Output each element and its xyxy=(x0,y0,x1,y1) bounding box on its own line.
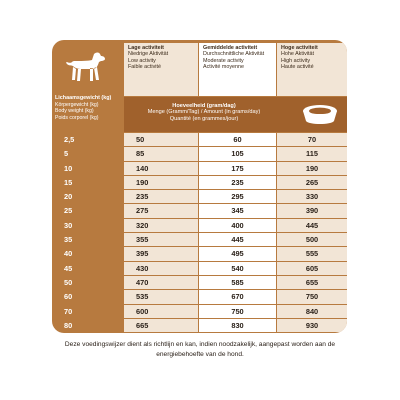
high-activity-fr: Haute activité xyxy=(281,63,314,70)
weight-cell: 50 xyxy=(64,277,73,287)
footnote-line-1: Deze voedingswijzer dient als richtlijn en kan, indien noodzakelijk, aangepast worden aan de xyxy=(64,341,336,348)
quantity-header-fr: Quantité (en grammes/jour) xyxy=(169,115,239,122)
high-activity-cell: 330 xyxy=(277,190,347,203)
low-activity-cell: 430 xyxy=(124,262,198,275)
table-row xyxy=(52,247,347,261)
table-row xyxy=(52,190,347,204)
table-row xyxy=(52,133,347,147)
moderate-activity-fr: Activité moyenne xyxy=(203,63,245,70)
low-activity-cell: 600 xyxy=(124,305,198,318)
high-activity-de: Hohe Aktivität xyxy=(281,51,314,58)
low-activity-cell: 50 xyxy=(124,133,198,146)
moderate-activity-cell: 105 xyxy=(199,147,276,160)
weight-header-en: Body weight (kg) xyxy=(55,108,94,115)
weight-cell: 80 xyxy=(64,320,73,330)
quantity-header-de-en: Menge (Gramm/Tag) / Amount (in grams/day) xyxy=(147,109,261,116)
weight-column-header xyxy=(55,95,123,121)
moderate-activity-cell: 585 xyxy=(199,276,276,289)
weight-cell: 20 xyxy=(64,192,73,202)
high-activity-cell: 70 xyxy=(277,133,347,146)
low-activity-cell: 190 xyxy=(124,176,198,189)
moderate-activity-cell: 445 xyxy=(199,233,276,246)
table-row xyxy=(52,305,347,319)
moderate-activity-header xyxy=(199,43,276,96)
moderate-activity-cell: 540 xyxy=(199,262,276,275)
high-activity-cell: 445 xyxy=(277,219,347,232)
table-row xyxy=(52,176,347,190)
low-activity-cell: 140 xyxy=(124,162,198,175)
dog-silhouette-icon xyxy=(64,50,108,86)
moderate-activity-nl: Gemiddelde activiteit xyxy=(203,45,258,51)
weight-cell: 10 xyxy=(64,163,73,173)
table-row xyxy=(52,233,347,247)
high-activity-cell: 500 xyxy=(277,233,347,246)
table-row xyxy=(52,319,347,333)
low-activity-de: Niedrige Aktivität xyxy=(128,51,169,58)
table-row xyxy=(52,147,347,161)
low-activity-header xyxy=(124,43,198,96)
moderate-activity-cell: 750 xyxy=(199,305,276,318)
low-activity-cell: 275 xyxy=(124,204,198,217)
moderate-activity-cell: 830 xyxy=(199,319,276,332)
moderate-activity-cell: 400 xyxy=(199,219,276,232)
food-bowl-icon xyxy=(299,101,341,129)
moderate-activity-cell: 235 xyxy=(199,176,276,189)
high-activity-en: High activity xyxy=(281,57,311,64)
low-activity-cell: 665 xyxy=(124,319,198,332)
high-activity-cell: 190 xyxy=(277,162,347,175)
feeding-table-card xyxy=(52,40,347,333)
table-row xyxy=(52,219,347,233)
quantity-band xyxy=(124,97,347,132)
weight-cell: 2,5 xyxy=(64,135,75,144)
high-activity-cell: 655 xyxy=(277,276,347,289)
high-activity-header xyxy=(277,43,347,96)
table-row xyxy=(52,204,347,218)
moderate-activity-cell: 295 xyxy=(199,190,276,203)
low-activity-cell: 320 xyxy=(124,219,198,232)
moderate-activity-cell: 175 xyxy=(199,162,276,175)
weight-cell: 30 xyxy=(64,220,73,230)
weight-cell: 5 xyxy=(64,149,69,159)
weight-cell: 35 xyxy=(64,235,73,245)
low-activity-cell: 535 xyxy=(124,290,198,303)
high-activity-cell: 930 xyxy=(277,319,347,332)
low-activity-cell: 235 xyxy=(124,190,198,203)
low-activity-cell: 85 xyxy=(124,147,198,160)
low-activity-fr: Faible activité xyxy=(128,63,161,70)
weight-cell: 40 xyxy=(64,249,73,259)
low-activity-cell: 470 xyxy=(124,276,198,289)
high-activity-nl: Hoge activiteit xyxy=(281,45,318,51)
low-activity-cell: 355 xyxy=(124,233,198,246)
low-activity-cell: 395 xyxy=(124,247,198,260)
feeding-table xyxy=(52,133,347,333)
moderate-activity-en: Moderate activity xyxy=(203,57,244,64)
high-activity-cell: 840 xyxy=(277,305,347,318)
moderate-activity-cell: 670 xyxy=(199,290,276,303)
moderate-activity-de: Durchschnittliche Aktivität xyxy=(203,51,265,58)
high-activity-cell: 555 xyxy=(277,247,347,260)
weight-cell: 70 xyxy=(64,306,73,316)
weight-header-nl: Lichaamsgewicht (kg) xyxy=(55,95,112,101)
footnote-line-2: energiebehoefte van de hond. xyxy=(156,350,244,358)
high-activity-cell: 115 xyxy=(277,147,347,160)
weight-cell: 60 xyxy=(64,292,73,302)
weight-header-fr: Poids corporel (kg) xyxy=(55,114,99,121)
high-activity-cell: 605 xyxy=(277,262,347,275)
table-row xyxy=(52,162,347,176)
low-activity-nl: Lage activiteit xyxy=(128,45,164,51)
weight-cell: 15 xyxy=(64,177,73,187)
weight-cell: 25 xyxy=(64,206,73,216)
weight-header-de: Körpergewicht (kg) xyxy=(55,101,99,108)
high-activity-cell: 750 xyxy=(277,290,347,303)
table-row xyxy=(52,262,347,276)
high-activity-cell: 265 xyxy=(277,176,347,189)
quantity-header-nl: Hoeveelheid (gram/dag) xyxy=(172,103,236,109)
weight-cell: 45 xyxy=(64,263,73,273)
low-activity-en: Low activity xyxy=(128,57,156,64)
footnote xyxy=(40,340,360,359)
moderate-activity-cell: 495 xyxy=(199,247,276,260)
table-row xyxy=(52,276,347,290)
moderate-activity-cell: 345 xyxy=(199,204,276,217)
dog-icon-area xyxy=(52,40,123,92)
moderate-activity-cell: 60 xyxy=(199,133,276,146)
high-activity-cell: 390 xyxy=(277,204,347,217)
quantity-header xyxy=(124,103,284,122)
table-row xyxy=(52,290,347,304)
